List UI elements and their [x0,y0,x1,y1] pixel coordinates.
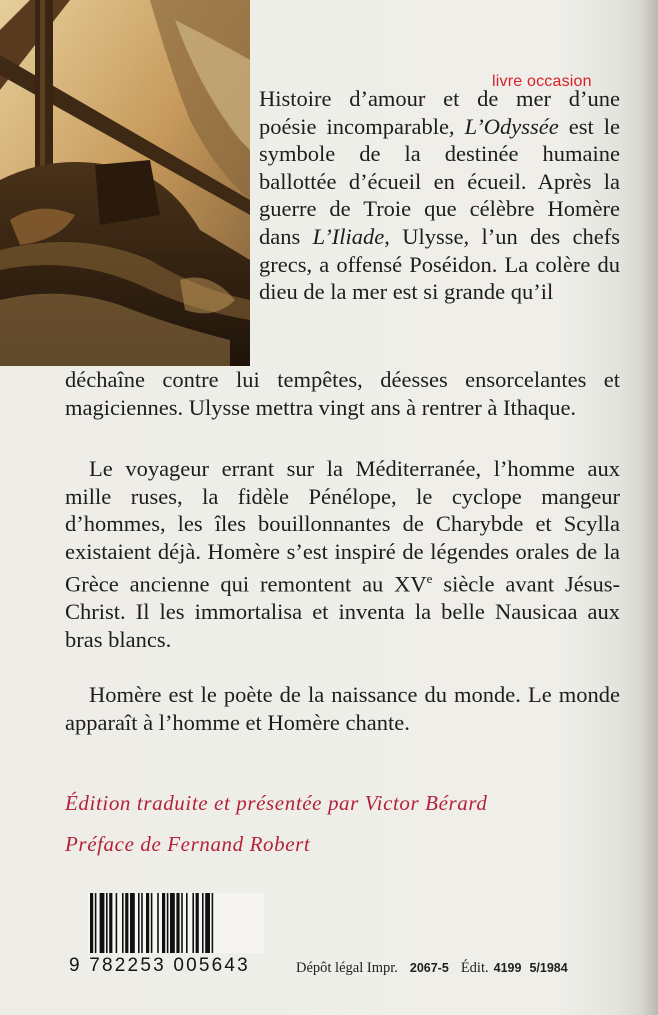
barcode-bar [170,893,175,953]
barcode-bars [88,893,264,953]
barcode-bar [176,893,179,953]
text-run: est le symbole de la destinée humaine ballottée d’écueil en écueil. Après la guerre de Troie que célèbre Homère dans [259,113,620,249]
barcode-bar [109,893,112,953]
barcode [88,893,264,953]
barcode-bar [130,893,135,953]
barcode-bar [122,893,124,953]
barcode-bar [205,893,210,953]
barcode-bar [167,893,169,953]
ship-painting-illustration [0,0,250,366]
barcode-bar [202,893,204,953]
barcode-bar [90,893,93,953]
body-paragraph-1-wrapped [259,85,620,306]
barcode-bar [141,893,143,953]
body-paragraph-2 [65,455,620,654]
text-run: Homère est le poète de la naissance du monde. Le monde apparaît à l’homme et Homère chante. [65,682,620,735]
barcode-bar [151,893,153,953]
barcode-bar [196,893,199,953]
barcode-bar [146,893,149,953]
legal-edit: Édit. [460,960,489,976]
barcode-bar [106,893,108,953]
edition-credit: Édition traduite et présentée par Victor Bérard [65,791,488,815]
legal-deposit-line [296,960,580,977]
barcode-bar [116,893,118,953]
legal-date: 5/1984 [529,961,568,975]
title-iliade: L’Iliade [312,223,385,249]
barcode-bar [186,893,188,953]
text-run: Histoire d’amour et de mer d’une poésie incomparable, [259,86,620,139]
legal-depot: Dépôt légal Impr. [296,960,398,976]
legal-edit-number: 4199 [493,961,522,975]
legal-impr-number: 2067-5 [409,961,449,975]
barcode-bar [212,893,214,953]
text-run: siècle avant Jésus-Christ. Il les immortalisa et inventa la belle Nausicaa aux bras blancs. [65,571,620,653]
body-paragraph-1-continued [65,366,620,421]
barcode-bar [95,893,97,953]
preface-credit: Préface de Fernand Robert [65,832,311,856]
barcode-bar [181,893,183,953]
spine-shadow [640,0,658,1015]
barcode-bar [157,893,159,953]
text-run: Le voyageur errant sur la Méditerranée, l’homme aux mille ruses, la fidèle Pénélope, le cyclope mangeur d’hommes, les îles bouillonnantes de Charybde et Scylla existaient déjà. Homère s’est inspiré de légendes orales de la Grèce ancienne qui remontent au XV [65,456,620,597]
isbn-digits: 9 782253 005643 [69,955,250,976]
watermark-label: livre occasion [492,73,592,90]
barcode-bar [138,893,140,953]
text-run: déchaîne contre lui tempêtes, déesses ensorcelantes et magiciennes. Ulysse mettra vingt ans à rentrer à Ithaque. [65,367,620,420]
barcode-bar [162,893,165,953]
title-odyssee: L’Odyssée [464,113,559,139]
text-run: , Ulysse, l’un des chefs grecs, a offensé Poséidon. La colère du dieu de la mer est si grande qu’il [259,223,620,305]
barcode-bar [125,893,128,953]
cover-painting [0,0,250,366]
century-superscript: e [426,571,433,587]
body-paragraph-3 [65,681,620,736]
barcode-bar [100,893,105,953]
barcode-bar [192,893,194,953]
